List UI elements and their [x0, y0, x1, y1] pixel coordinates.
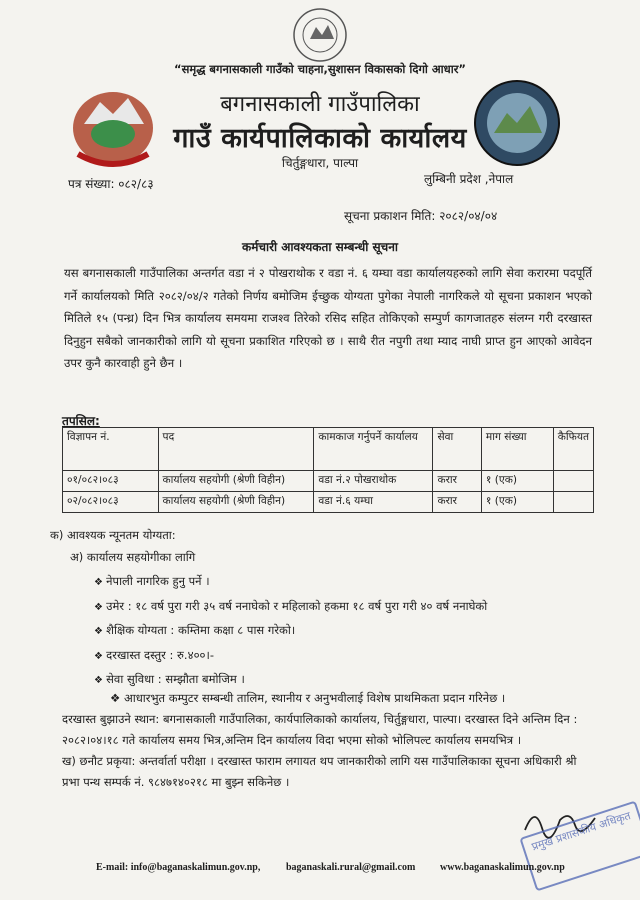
table-header-row — [63, 428, 594, 471]
cell-ad-no: ०२/०८२।०८३ — [63, 492, 159, 513]
municipality-name: बगनासकाली गाउँपालिका — [220, 92, 420, 117]
list-item: ❖ सेवा सुविधा : सम्झौता बमोजिम । — [94, 668, 487, 693]
footer-email: E-mail: info@baganaskalimun.gov.np, — [96, 862, 261, 873]
address: चिर्तुङ्गधारा, पाल्पा — [281, 156, 359, 170]
col-demand: माग संख्या — [481, 428, 553, 471]
requirements-subheading: अ) कार्यालय सहयोगीका लागि — [70, 550, 196, 564]
vacancy-table — [62, 427, 594, 513]
cell-remarks — [553, 492, 593, 513]
cell-post: कार्यालय सहयोगी (श्रेणी विहीन) — [158, 492, 314, 513]
cell-post: कार्यालय सहयोगी (श्रेणी विहीन) — [158, 471, 314, 492]
table-row — [63, 471, 594, 492]
cell-demand: १ (एक) — [481, 492, 553, 513]
publish-date: सूचना प्रकाशन मिति: २०८२/०४/०४ — [344, 209, 498, 223]
list-item: ❖ नेपाली नागरिक हुनु पर्ने । — [94, 570, 487, 595]
col-post: पद — [158, 428, 314, 471]
col-remarks: कैफियत — [553, 428, 593, 471]
application-info — [62, 688, 590, 793]
list-item: ❖ उमेर : १८ वर्ष पुरा गरी ३५ वर्ष ननाघेको र महिलाको हकमा १८ वर्ष पुरा गरी ४० वर्ष ननाघेको — [94, 595, 487, 620]
cell-remarks — [553, 471, 593, 492]
details-label: तपसिल: — [62, 414, 100, 428]
col-ad-no: विज्ञापन नं. — [63, 428, 159, 471]
cell-service: करार — [433, 471, 481, 492]
selection-process: ख) छनौट प्रकृया: अन्तर्वार्ता परीक्षा । दरखास्त फाराम लगायत थप जानकारीको लागि यस गाउँपालिकाका सूचना अधिकारी श्री प्रभा पन्थ सम्पर्क नं. ९८४७१४०२१८ मा बुझ्न सकिनेछ । — [62, 754, 577, 789]
requirements-title: क) आवश्यक न्यूनतम योग्यता: — [50, 528, 176, 542]
footer-email-2: baganaskali.rural@gmail.com — [286, 862, 416, 873]
cell-service: करार — [433, 492, 481, 513]
cell-ad-no: ०१/०८२।०८३ — [63, 471, 159, 492]
list-item: ❖ दरखास्त दस्तुर : रु.४००।- — [94, 644, 487, 669]
col-office: कामकाज गर्नुपर्ने कार्यालय — [314, 428, 433, 471]
cell-demand: १ (एक) — [481, 471, 553, 492]
application-details: दरखास्त बुझाउने स्थान: बगनासकाली गाउँपालिका, कार्यपालिकाको कार्यालय, चिर्तुङ्गधारा, पाल्पा। दरखास्त दिने अन्तिम दिन : २०८२।०४।१८ गते कार्यालय समय भित्र,अन्तिम दिन कार्यालय विदा भएमा सोको भोलिपल्ट कार्यालय समयभित्र । — [62, 712, 578, 747]
letter-reference: पत्र संख्या: ०८२/८३ — [68, 177, 154, 191]
office-stamp-top — [280, 5, 360, 67]
province: लुम्बिनी प्रदेश ,नेपाल — [424, 172, 514, 186]
officer-stamp: प्रमुख प्रशासकीय अधिकृत — [519, 801, 640, 892]
cell-office: वडा नं.२ पोखराथोक — [314, 471, 433, 492]
list-item: ❖ आधारभुत कम्पुटर सम्बन्धी तालिम, स्थानीय र अनुभवीलाई विशेष प्राथमिकता प्रदान गरिनेछ । — [110, 691, 506, 705]
office-title: गाउँ कार्यपालिकाको कार्यालय — [173, 123, 467, 154]
notice-body: यस बगनासकाली गाउँपालिका अन्तर्गत वडा नं २ पोखराथोक र वडा नं. ६ यम्घा वडा कार्यालयहरुको लागि सेवा करारमा पदपूर्ति गर्ने कार्यालयको मिति २०८२/०४/२ गतेको निर्णय बमोजिम ईच्छुक योग्यता पुगेका नेपाली नागरिकले यो सूचना प्रकाशन भएको मितिले १५ (पन्ध्र) दिन भित्र कार्यालय समयमा राजश्व तिरेको रसिद सहित तोकिएको सम्पुर्ण कागजातहरु संलग्न गरी दरखास्त दिनुहुन सबैको जानकारीको लागि यो सूचना प्रकाशित गरिएको छ । साथै रीत नपुगी तथा म्याद नाघी प्राप्त हुन आएको आवेदन उपर कुनै कारवाही हुने छैन । — [64, 266, 592, 370]
footer-website: www.baganaskalimun.gov.np — [440, 862, 565, 873]
cell-office: वडा नं.६ यम्घा — [314, 492, 433, 513]
list-item: ❖ शैक्षिक योग्यता : कम्तिमा कक्षा ८ पास गरेको। — [94, 619, 487, 644]
col-service: सेवा — [433, 428, 481, 471]
motto: “समृद्ध बगनासकाली गाउँको चाहना,सुशासन विकासको दिगो आधार” — [174, 62, 466, 76]
table-row — [63, 492, 594, 513]
notice-subject: कर्मचारी आवश्यकता सम्बन्धी सूचना — [241, 240, 398, 254]
requirements-list — [94, 570, 487, 693]
